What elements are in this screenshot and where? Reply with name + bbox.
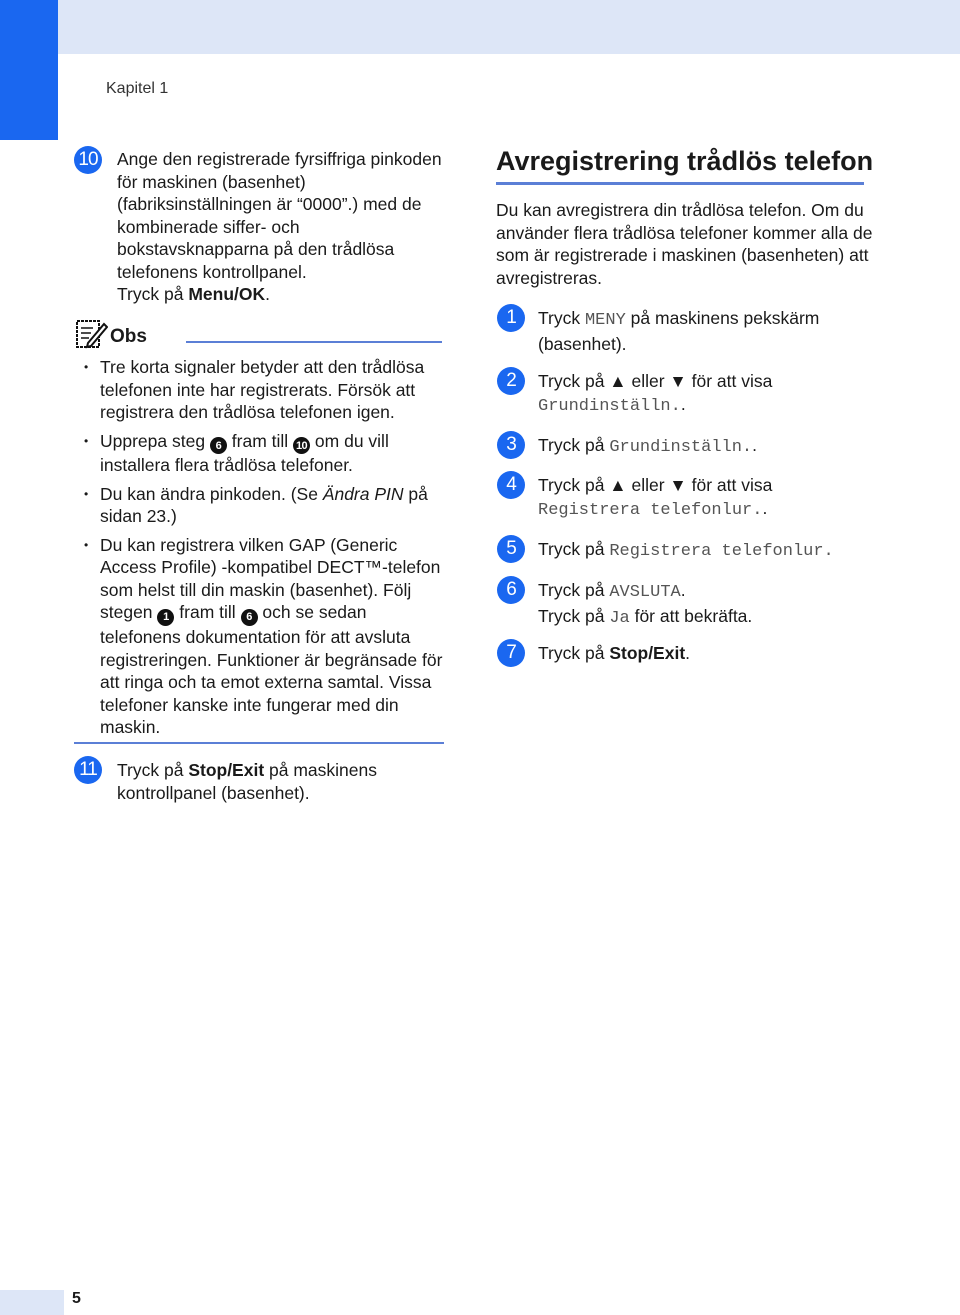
step-2-text: Tryck på ▲ eller ▼ för att visa Grundinställn..: [538, 371, 773, 416]
step-10-body: Ange den registrerade fyrsiffriga pinkoden för maskinen (basenhet) (fabriksinställningen är “0000”.) med de kombinerade siffer- och bokstavsknapparna på den trådlösa telefonens kontrollpanel.: [117, 149, 442, 282]
step-ref-6: 6: [241, 609, 258, 626]
stop-exit-key: Stop/Exit: [188, 760, 265, 780]
step-11-text: Tryck på Stop/Exit på maskinens kontrollpanel (basenhet).: [117, 760, 377, 803]
step-number-2: 2: [497, 367, 525, 395]
step-ref-1: 1: [157, 609, 174, 626]
step-number-10: 10: [74, 146, 102, 174]
step-4-text: Tryck på ▲ eller ▼ för att visa Registrera telefonlur..: [538, 475, 773, 520]
note-top-rule: [186, 341, 442, 343]
note-list: [74, 356, 444, 745]
note-title: Obs: [110, 326, 147, 347]
step-number-1: 1: [497, 304, 525, 332]
step-number-4: 4: [497, 471, 525, 499]
header-band: [0, 0, 960, 54]
note-item: • Upprepa steg 6 fram till 10 om du vill installera flera trådlösa telefoner.: [74, 430, 444, 477]
andra-pin-link[interactable]: Ändra PIN: [322, 483, 404, 504]
page-number: 5: [72, 1290, 81, 1307]
chapter-label: Kapitel 1: [106, 80, 169, 97]
step-5-text: Tryck på Registrera telefonlur.: [538, 539, 834, 561]
section-intro: Du kan avregistrera din trådlösa telefon. Om du använder flera trådlösa telefoner kommer alla de som är registrerade i maskinen (basenheten) att avregistreras.: [496, 200, 873, 288]
note-item: • Du kan ändra pinkoden. (Se Ändra PIN på sidan 23.): [74, 483, 444, 528]
step-number-11: 11: [74, 756, 102, 784]
section-title: Avregistrering trådlös telefon: [496, 146, 874, 176]
step-1-text: Tryck MENY på maskinens pekskärm (basenhet).: [538, 308, 820, 354]
step-number-7: 7: [497, 639, 525, 667]
note-pencil-icon: [74, 318, 108, 350]
step-6-text: Tryck på AVSLUTA. Tryck på Ja för att bekräfta.: [538, 580, 753, 628]
avsluta-key: AVSLUTA: [609, 583, 681, 602]
step-number-6: 6: [497, 576, 525, 604]
chapter-tab: [0, 0, 58, 140]
note-header: [74, 318, 444, 354]
note-item: • Du kan registrera vilken GAP (Generic Access Profile) -kompatibel DECT™-telefon som helst till din maskin (basenhet). Följ stegen 1 fram till 6 och se sedan telefonens dokumentation för att avsluta registreringen. Funktioner är begränsade för att ringa och ta emot externa samtal. Vissa telefoner kanske inte fungerar med din maskin.: [74, 534, 444, 739]
step-number-5: 5: [497, 535, 525, 563]
note-item: • Tre korta signaler betyder att den trådlösa telefonen inte har registrerats. Försök att registrera den trådlösa telefonen igen.: [74, 356, 444, 424]
step-3-text: Tryck på Grundinställn..: [538, 435, 758, 457]
note-bottom-rule: [74, 742, 444, 744]
step-number-3: 3: [497, 431, 525, 459]
stop-exit-key: Stop/Exit: [609, 643, 686, 663]
registrera-telefonlur-key: Registrera telefonlur.: [538, 500, 763, 520]
page-number-tab: [0, 1290, 64, 1315]
grundinstalln-key: Grundinställn.: [609, 438, 753, 457]
step-10-press: Tryck på: [117, 284, 189, 304]
registrera-telefonlur-key: Registrera telefonlur.: [609, 542, 834, 561]
section-rule: [496, 182, 864, 185]
step-10-text: Ange den registrerade fyrsiffriga pinkoden för maskinen (basenhet) (fabriksinställningen är “0000”.) med de kombinerade siffer- och bokstavsknapparna på den trådlösa telefonens kontrollpanel. Tryck på Menu/OK.: [117, 149, 442, 304]
menu-ok-key: Menu/OK: [188, 284, 266, 304]
step-ref-6: 6: [210, 437, 227, 454]
step-ref-10: 10: [293, 437, 310, 454]
ja-key: Ja: [609, 608, 630, 628]
grundinstalln-key: Grundinställn.: [538, 396, 681, 416]
note-box: [74, 318, 444, 737]
step-7-text: Tryck på Stop/Exit.: [538, 643, 691, 663]
meny-key: MENY: [584, 311, 626, 330]
